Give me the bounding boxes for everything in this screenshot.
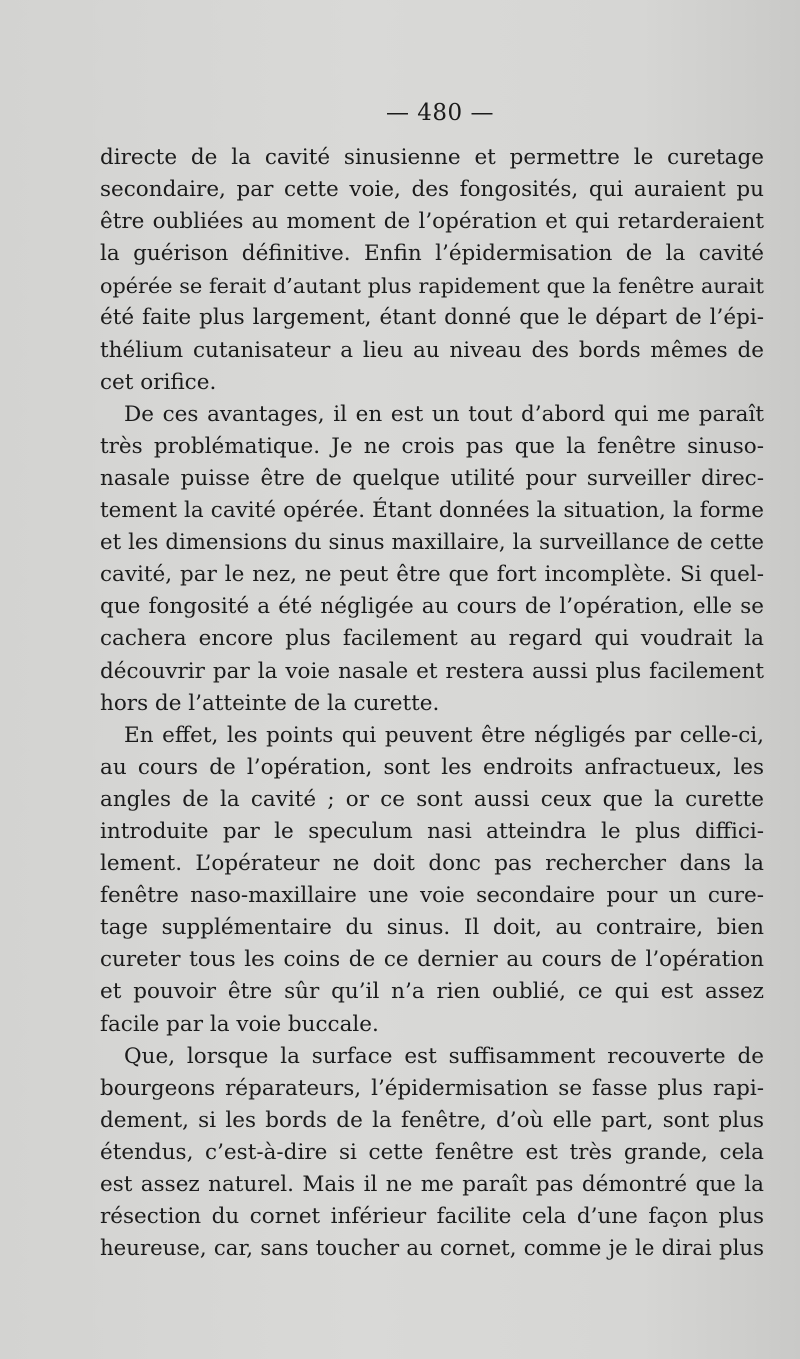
text-line: cet orifice. [100,369,217,395]
text-line: bourgeons réparateurs, l’épidermisation se fasse plus rapi- [100,1075,764,1101]
text-line: nasale puisse être de quelque utilité pour surveiller direc- [100,465,764,491]
text-line: la guérison définitive. Enfin l’épidermisation de la cavité [100,241,764,267]
text-line: et les dimensions du sinus maxillaire, la surveillance de cette [100,530,764,556]
text-line: découvrir par la voie nasale et restera aussi plus facilement [100,658,764,684]
text-line: très problématique. Je ne crois pas que la fenêtre sinuso- [100,433,764,459]
text-line: été faite plus largement, étant donné que le départ de l’épi- [100,305,764,331]
text-line: angles de la cavité ; or ce sont aussi ceux que la curette [100,786,764,812]
text-line: résection du cornet inférieur facilite cela d’une façon plus [100,1204,764,1230]
text-line: être oubliées au moment de l’opération et qui retarderaient [100,209,764,235]
text-line: fenêtre naso-maxillaire une voie secondaire pour un cure- [100,883,764,909]
text-line: au cours de l’opération, sont les endroits anfractueux, les [100,754,764,780]
text-line: tement la cavité opérée. Étant données la situation, la forme [100,498,764,524]
text-line: De ces avantages, il en est un tout d’abord qui me paraît [124,401,764,427]
text-line: introduite par le speculum nasi atteindra le plus diffici- [100,818,764,844]
text-line: En effet, les points qui peuvent être négligés par celle-ci, [124,722,764,748]
text-line: thélium cutanisateur a lieu au niveau des bords mêmes de [100,337,764,363]
text-line: secondaire, par cette voie, des fongosités, qui auraient pu [100,177,764,203]
text-line: tage supplémentaire du sinus. Il doit, au contraire, bien [100,915,764,941]
text-line: heureuse, car, sans toucher au cornet, comme je le dirai plus [100,1236,764,1262]
text-line: hors de l’atteinte de la curette. [100,690,440,716]
text-line: étendus, c’est-à-dire si cette fenêtre est très grande, cela [100,1139,764,1165]
text-line: lement. L’opérateur ne doit donc pas rechercher dans la [100,851,764,877]
text-line: cavité, par le nez, ne peut être que fort incomplète. Si quel- [100,562,764,588]
text-line: dement, si les bords de la fenêtre, d’où elle part, sont plus [100,1107,764,1133]
text-line: directe de la cavité sinusienne et permettre le curetage [100,145,764,170]
text-line: que fongosité a été négligée au cours de l’opération, elle se [100,594,764,620]
page-number: — 480 — [385,100,495,126]
text-line: cureter tous les coins de ce dernier au cours de l’opération [100,947,764,973]
text-line: opérée se ferait d’autant plus rapidement que la fenêtre aurait [100,274,764,299]
text-line: cachera encore plus facilement au regard qui voudrait la [100,626,764,652]
body-text [100,142,764,1265]
text-line: est assez naturel. Mais il ne me paraît pas démontré que la [100,1172,764,1197]
text-line: facile par la voie buccale. [100,1011,379,1037]
text-line: et pouvoir être sûr qu’il n’a rien oublié, ce qui est assez [100,979,764,1005]
text-line: Que, lorsque la surface est suffisamment recouverte de [124,1043,764,1069]
